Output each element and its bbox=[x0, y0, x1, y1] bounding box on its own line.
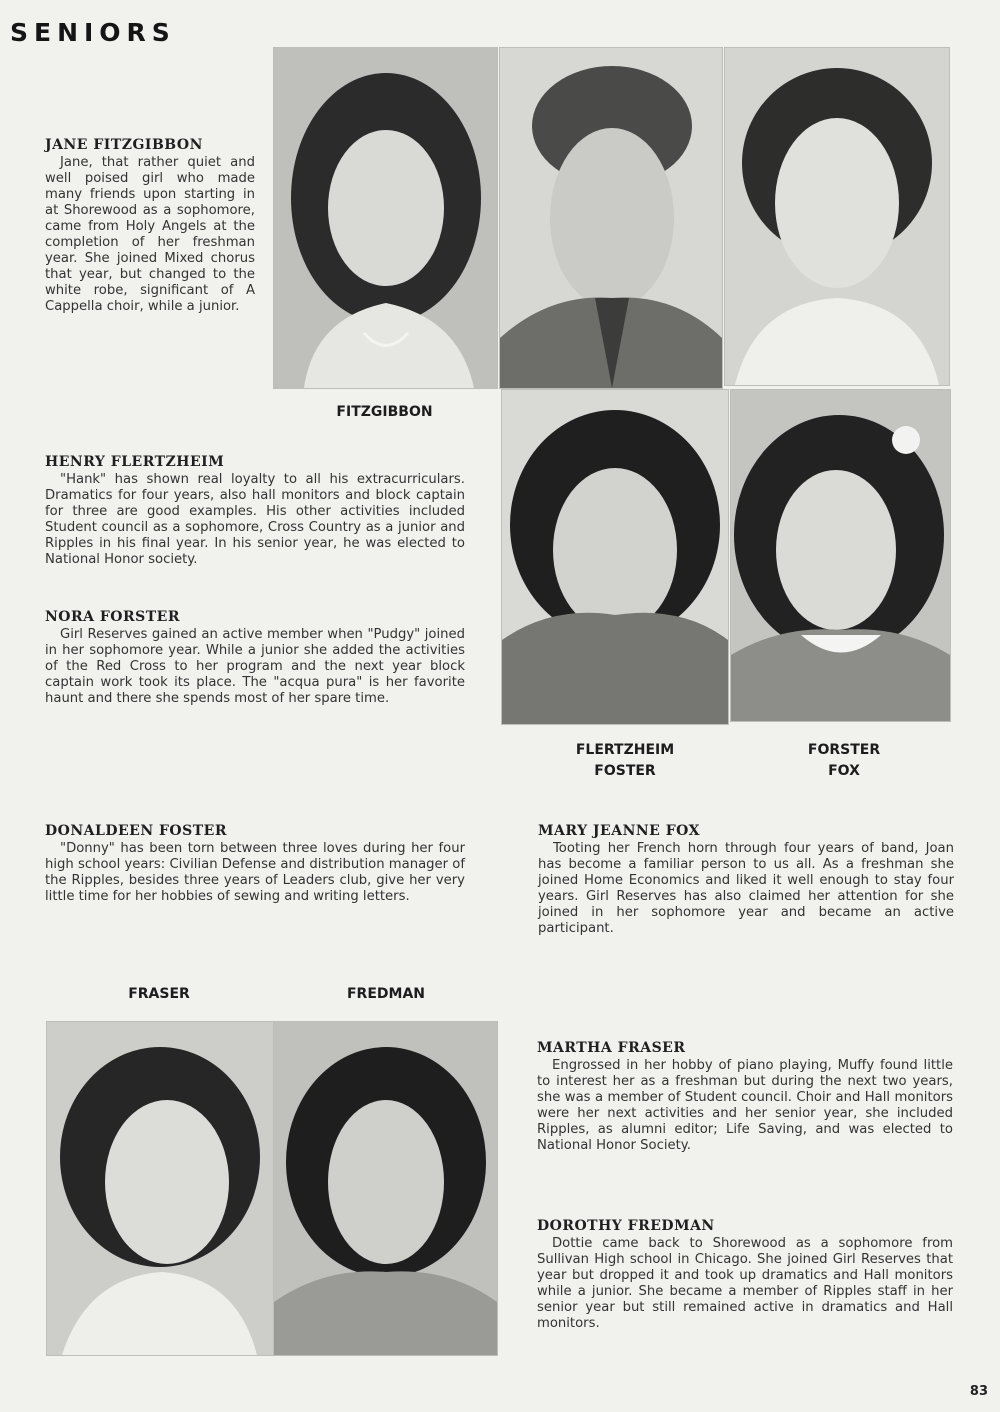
caption-foster: FOSTER bbox=[594, 763, 656, 779]
bio-name: NORA FORSTER bbox=[45, 609, 180, 625]
bio-fraser bbox=[537, 1040, 953, 1154]
bio-name: DOROTHY FREDMAN bbox=[537, 1218, 715, 1234]
page-number: 83 bbox=[969, 1384, 988, 1399]
section-title: SENIORS bbox=[10, 18, 176, 47]
bio-fredman bbox=[537, 1218, 953, 1332]
portrait-fitzgibbon bbox=[273, 47, 498, 389]
bio-flertzheim bbox=[45, 454, 465, 568]
bio-name: JANE FITZGIBBON bbox=[45, 137, 203, 153]
bio-text: Girl Reserves gained an active member when "Pudgy" joined in her sophomore year. While a junior she added the activities of the Red Cross to her program and the next year block captain work took its place. The "acqua pura" is her favorite haunt and there she spends most of her spare time. bbox=[45, 627, 465, 706]
portrait-forster bbox=[730, 389, 951, 722]
bio-fox bbox=[538, 823, 954, 937]
portrait-fredman bbox=[273, 1021, 498, 1356]
caption-fredman: FREDMAN bbox=[346, 986, 425, 1002]
portrait-fraser bbox=[46, 1021, 274, 1356]
bio-text: Tooting her French horn through four years of band, Joan has become a familiar person to us all. As a freshman she joined Home Economics and liked it well enough to stay four years. Girl Reserves has also claimed her attention for she joined in her sophomore year and became an active participant. bbox=[538, 841, 954, 936]
caption-fox: FOX bbox=[828, 763, 860, 779]
caption-flertzheim: FLERTZHEIM bbox=[575, 742, 675, 758]
bio-name: MARTHA FRASER bbox=[537, 1040, 686, 1056]
bio-name: DONALDEEN FOSTER bbox=[45, 823, 227, 839]
bio-text: Jane, that rather quiet and well poised girl who made many friends upon starting in at Shorewood as a sophomore, came from Holy Angels at the completion of her freshman year. She joined Mixed chorus that year, but changed to the white robe, significant of A Cappella choir, while a junior. bbox=[45, 155, 255, 314]
bio-text: Dottie came back to Shorewood as a sophomore from Sullivan High school in Chicago. She joined Girl Reserves that year but dropped it and took up dramatics and Hall monitors while a junior. She became a member of Ripples staff in her senior year but still remained active in dramatics and Hall monitors. bbox=[537, 1236, 953, 1331]
bio-text: "Donny" has been torn between three loves during her four high school years: Civilian Defense and distribution manager of the Ripples, besides three years of Leaders club, give her very little time for her hobbies of sewing and writing letters. bbox=[45, 841, 465, 904]
bio-name: MARY JEANNE FOX bbox=[538, 823, 700, 839]
bio-text: Engrossed in her hobby of piano playing, Muffy found little to interest her as a freshman but during the next two years, she was a member of Student council. Choir and Hall monitors were her next activities and her senior year, she included Ripples, as alumni editor; Life Saving, and was elected to National Honor Society. bbox=[537, 1058, 953, 1153]
portrait-flertzheim bbox=[501, 389, 729, 725]
caption-fraser: FRASER bbox=[128, 986, 190, 1002]
bio-foster bbox=[45, 823, 465, 905]
caption-fitzgibbon: FITZGIBBON bbox=[336, 404, 433, 420]
bio-forster bbox=[45, 609, 465, 707]
bio-fitzgibbon bbox=[45, 137, 255, 315]
bio-text: "Hank" has shown real loyalty to all his extracurriculars. Dramatics for four years, also hall monitors and block captain for three are good examples. His other activities included Student council as a sophomore, Cross Country as a junior and Ripples in his final year. In his senior year, he was elected to National Honor society. bbox=[45, 472, 465, 567]
bio-name: HENRY FLERTZHEIM bbox=[45, 454, 225, 470]
portrait-fox-top bbox=[724, 47, 950, 386]
portrait-flertzheim-top bbox=[499, 47, 723, 389]
caption-forster: FORSTER bbox=[807, 742, 881, 758]
